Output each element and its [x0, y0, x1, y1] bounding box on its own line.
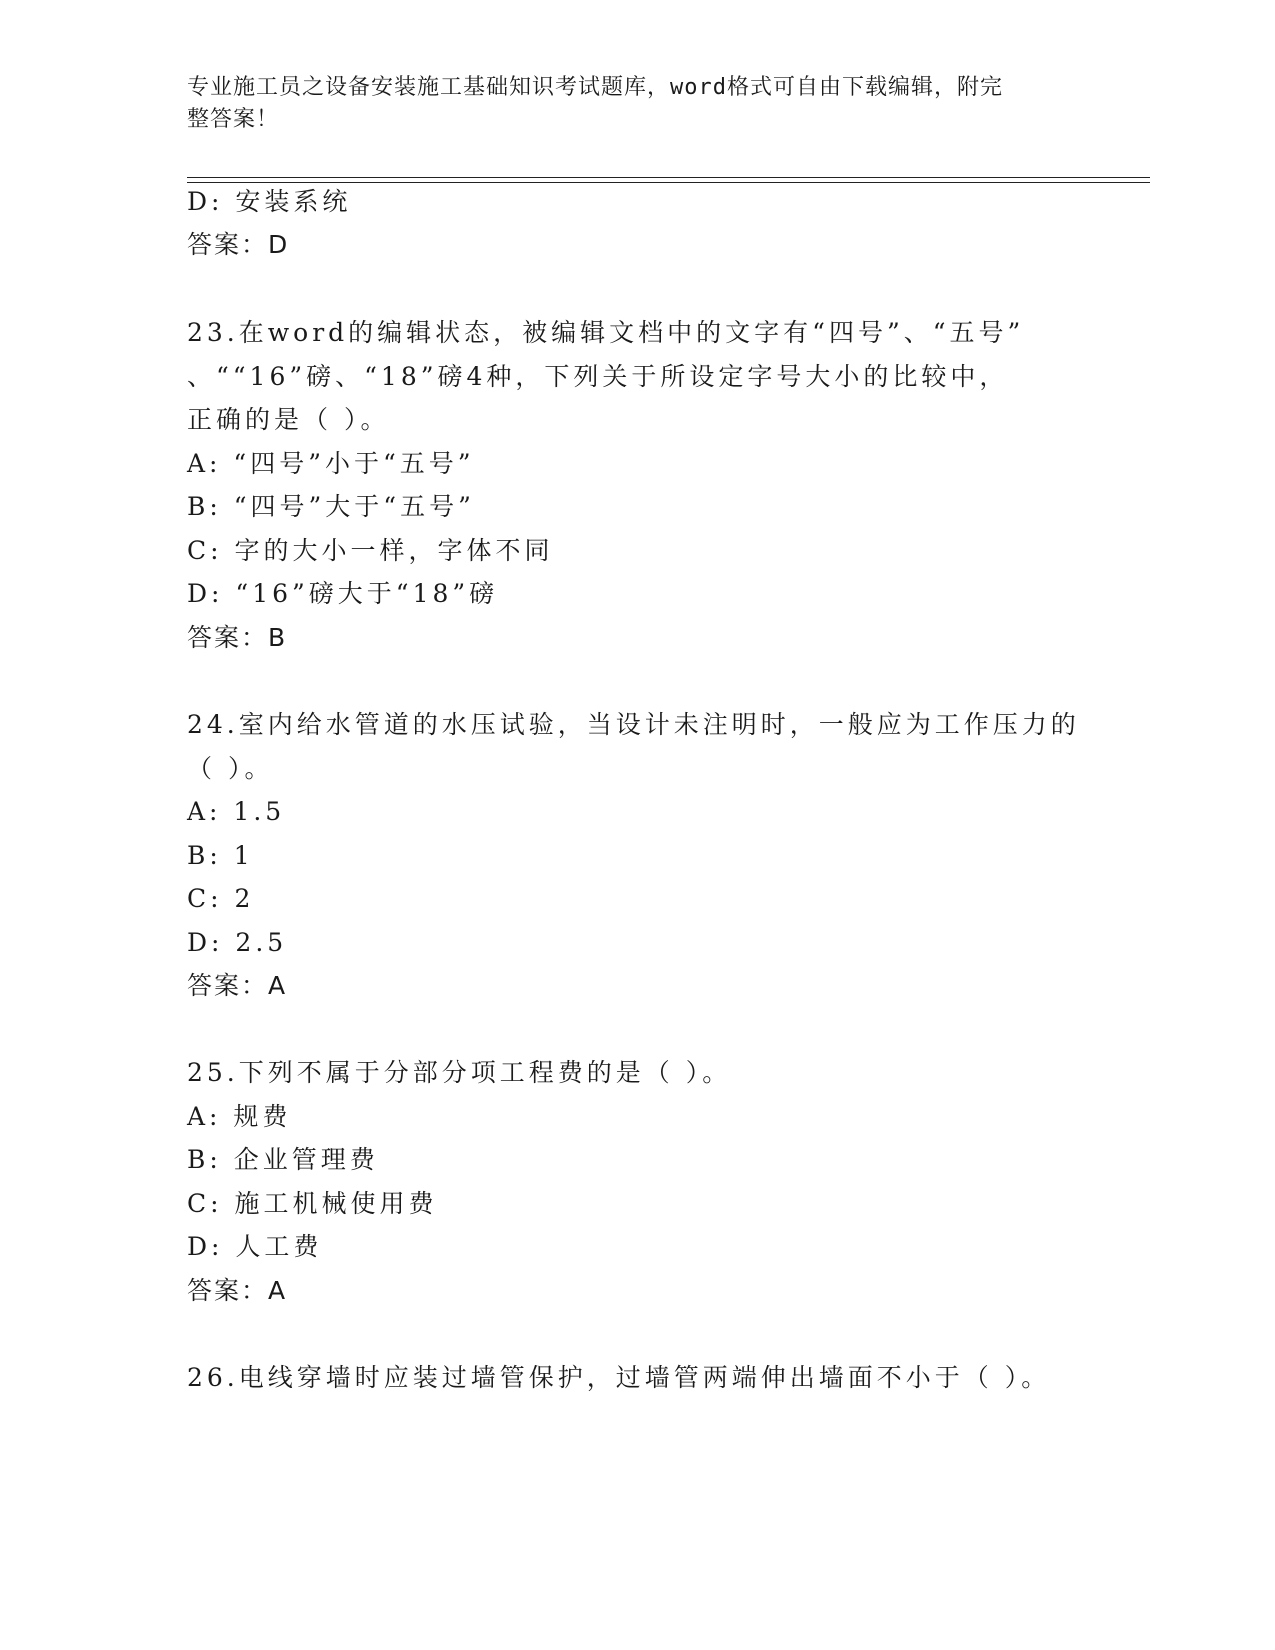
q26-text-line-1: 26.电线穿墙时应装过墙管保护，过墙管两端伸出墙面不小于（ ）。: [187, 1363, 1051, 1392]
prev-option-d: D: 安装系统: [187, 187, 352, 216]
q24-option-c: C: 2: [187, 884, 255, 913]
q24-text-line-1: 24.室内给水管道的水压试验，当设计未注明时，一般应为工作压力的: [187, 710, 1080, 739]
q24-text-line-2: （ ）。: [187, 754, 274, 783]
q23-text-line-3: 正确的是（ ）。: [187, 405, 390, 434]
q25-option-a: A: 规费: [187, 1102, 292, 1131]
q24-option-a: A: 1.5: [187, 797, 286, 826]
q23-text-line-1: 23.在word的编辑状态，被编辑文档中的文字有“四号”、“五号”: [187, 318, 1025, 347]
q25-option-b: B: 企业管理费: [187, 1145, 379, 1174]
document-header: [187, 72, 1067, 136]
q24-option-b: B: 1: [187, 841, 254, 870]
header-divider-bottom: [187, 182, 1150, 183]
q24-answer: 答案：A: [187, 971, 288, 1000]
prev-answer: 答案：D: [187, 230, 290, 259]
q23-text-line-2: 、““16”磅、“18”磅4种，下列关于所设定字号大小的比较中，: [187, 362, 1009, 391]
q25-option-d: D: 人工费: [187, 1232, 323, 1261]
q23-answer: 答案：B: [187, 623, 288, 652]
q23-option-b: B: “四号”大于“五号”: [187, 492, 475, 521]
header-line-2: 整答案！: [187, 107, 280, 132]
q25-text-line-1: 25.下列不属于分部分项工程费的是（ ）。: [187, 1058, 732, 1087]
q25-answer: 答案：A: [187, 1276, 288, 1305]
header-divider-top: [187, 177, 1150, 178]
header-line-1: 专业施工员之设备安装施工基础知识考试题库，word格式可自由下载编辑，附完: [187, 75, 1003, 100]
q25-option-c: C: 施工机械使用费: [187, 1189, 438, 1218]
q23-option-a: A: “四号”小于“五号”: [187, 449, 475, 478]
q24-option-d: D: 2.5: [187, 928, 288, 957]
q23-option-c: C: 字的大小一样，字体不同: [187, 536, 554, 565]
q23-option-d: D: “16”磅大于“18”磅: [187, 579, 499, 608]
